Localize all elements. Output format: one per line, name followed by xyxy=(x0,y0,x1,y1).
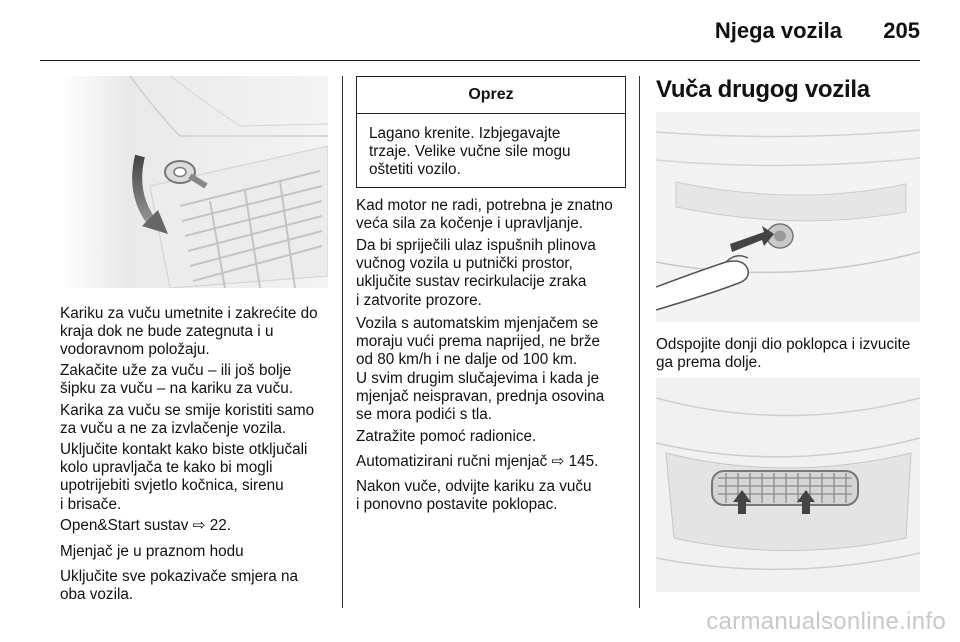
tow-eye-illustration xyxy=(60,76,328,288)
paragraph: Vozila s automatskim mjenjačem se moraju vući prema naprijed, ne brže od 80 km/h i ne dalje od 100 km. U svim drugim slučajevima i kada je mjenjač neispravan, prednja osovina se mora podići s tla. xyxy=(356,315,605,424)
section-title: Njega vozila xyxy=(714,18,842,43)
caution-box xyxy=(356,76,626,188)
paragraph: Kad motor ne radi, potrebna je znatno veća sila za kočenje i upravljanje. xyxy=(356,197,613,233)
column-3 xyxy=(656,76,922,608)
page-number: 205 xyxy=(883,18,920,43)
paragraph: Mjenjač je u praznom hodu xyxy=(60,543,244,560)
paragraph: Nakon vuče, odvijte kariku za vuču i ponovno postavite poklopac. xyxy=(356,478,592,514)
column-1 xyxy=(60,76,330,608)
grille-illustration xyxy=(656,378,920,592)
paragraph: Kariku za vuču umetnite i zakrećite do kraja dok ne bude zategnuta i u vodoravnom položaju. xyxy=(60,305,318,359)
paragraph: Uključite kontakt kako biste otključali kolo upravljača te kako bi mogli upotrijebiti svjetlo kočnica, sirenu i brisače. xyxy=(60,441,308,513)
header-rule xyxy=(40,60,920,61)
paragraph: Zakačite uže za vuču – ili još bolje šipku za vuču – na kariku za vuču. xyxy=(60,362,293,398)
grille-drawing xyxy=(656,378,920,592)
paragraph: Zatražite pomoć radionice. xyxy=(356,428,537,445)
cover-removal-drawing xyxy=(656,112,920,322)
column-divider xyxy=(342,76,343,608)
section-heading: Vuča drugog vozila xyxy=(656,76,870,103)
paragraph: Open&Start sustav ⇨ 22. xyxy=(60,517,231,534)
paragraph: Karika za vuču se smije koristiti samo za vuču a ne za izvlačenje vozila. xyxy=(60,402,315,438)
column-2 xyxy=(356,76,626,608)
caution-text: Lagano krenite. Izbjegavajte trzaje. Velike vučne sile mogu oštetiti vozilo. xyxy=(369,125,571,179)
caution-title: Oprez xyxy=(357,77,625,114)
watermark: carmanualsonline.info xyxy=(706,608,946,635)
cover-removal-illustration xyxy=(656,112,920,322)
paragraph: Automatizirani ručni mjenjač ⇨ 145. xyxy=(356,453,599,470)
paragraph: Uključite sve pokazivače smjera na oba vozila. xyxy=(60,568,299,604)
paragraph: Odspojite donji dio poklopca i izvucite ga prema dolje. xyxy=(656,336,911,372)
page-header xyxy=(0,0,960,62)
paragraph: Da bi spriječili ulaz ispušnih plinova vučnog vozila u putnički prostor, uključite sustav recirkulacije zraka i zatvorite prozore. xyxy=(356,237,596,309)
column-divider xyxy=(639,76,640,608)
tow-eye-drawing xyxy=(60,76,328,288)
